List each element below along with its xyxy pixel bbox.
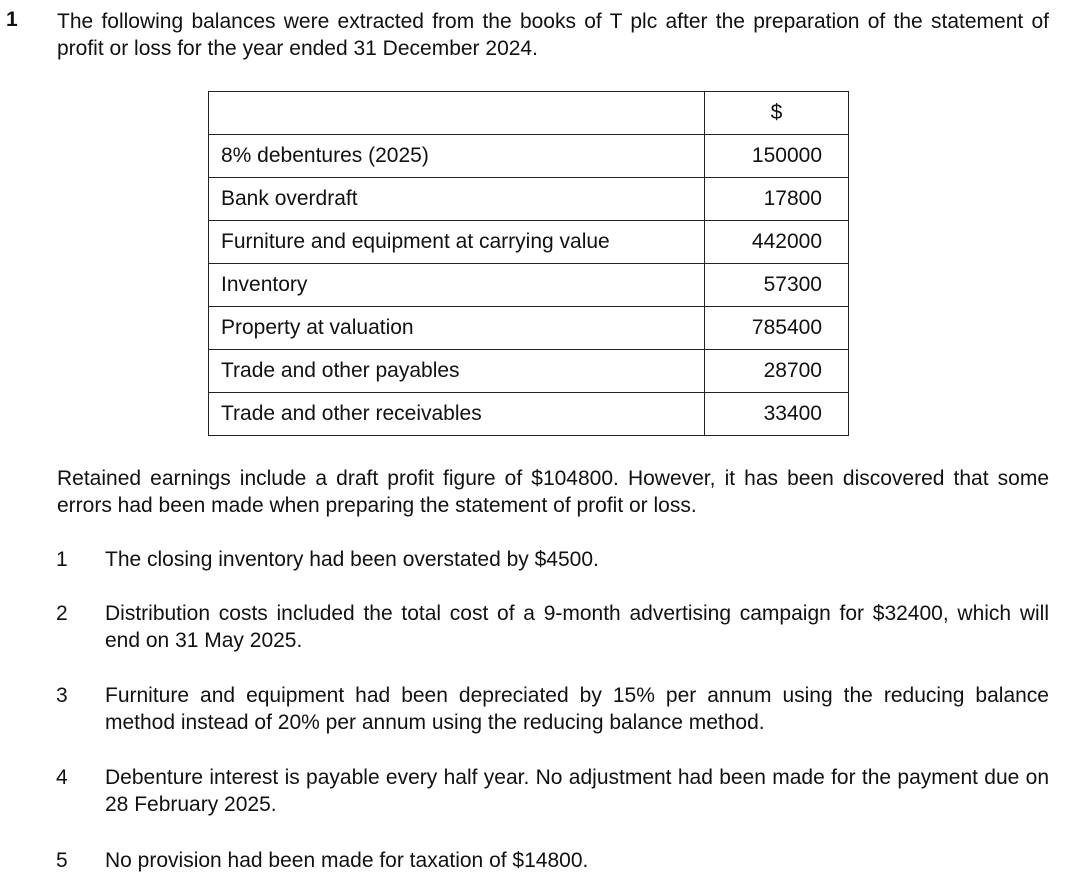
table-row xyxy=(209,135,849,178)
table-row xyxy=(209,393,849,436)
currency-header: $ xyxy=(705,92,849,135)
row-amount: 150000 xyxy=(705,135,849,178)
row-label: Inventory xyxy=(209,264,705,307)
error-number: 1 xyxy=(56,548,68,571)
error-text: Distribution costs included the total cost of a 9-month advertising campaign for $32400, which will end on 31 May 2025. xyxy=(105,602,1049,652)
table-row xyxy=(209,307,849,350)
row-amount: 442000 xyxy=(705,221,849,264)
error-number: 3 xyxy=(56,684,68,707)
table-header-row xyxy=(209,92,849,135)
table-row xyxy=(209,221,849,264)
row-label: Bank overdraft xyxy=(209,178,705,221)
row-amount: 17800 xyxy=(705,178,849,221)
row-amount: 28700 xyxy=(705,350,849,393)
error-text: Furniture and equipment had been depreciated by 15% per annum using the reducing balance method instead of 20% per annum using the reducing balance method. xyxy=(105,684,1049,734)
question-number: 1 xyxy=(6,8,18,31)
balances-table xyxy=(208,91,849,436)
error-text: No provision had been made for taxation of $14800. xyxy=(105,849,589,872)
row-label: Trade and other receivables xyxy=(209,393,705,436)
table-row xyxy=(209,264,849,307)
row-amount: 785400 xyxy=(705,307,849,350)
table-row xyxy=(209,178,849,221)
row-label: Property at valuation xyxy=(209,307,705,350)
question-intro: The following balances were extracted from the books of T plc after the preparation of the statement of profit or loss for the year ended 31 December 2024. xyxy=(57,10,1049,60)
error-number: 2 xyxy=(56,602,68,625)
row-label: 8% debentures (2025) xyxy=(209,135,705,178)
table-header-blank xyxy=(209,92,705,135)
error-text: The closing inventory had been overstated by $4500. xyxy=(105,548,599,571)
row-label: Furniture and equipment at carrying value xyxy=(209,221,705,264)
retained-earnings-paragraph: Retained earnings include a draft profit figure of $104800. However, it has been discovered that some errors had been made when preparing the statement of profit or loss. xyxy=(57,467,1049,517)
error-number: 5 xyxy=(56,849,68,872)
error-number: 4 xyxy=(56,766,68,789)
error-text: Debenture interest is payable every half year. No adjustment had been made for the payment due on 28 February 2025. xyxy=(105,766,1049,816)
row-amount: 33400 xyxy=(705,393,849,436)
table-row xyxy=(209,350,849,393)
row-amount: 57300 xyxy=(705,264,849,307)
row-label: Trade and other payables xyxy=(209,350,705,393)
